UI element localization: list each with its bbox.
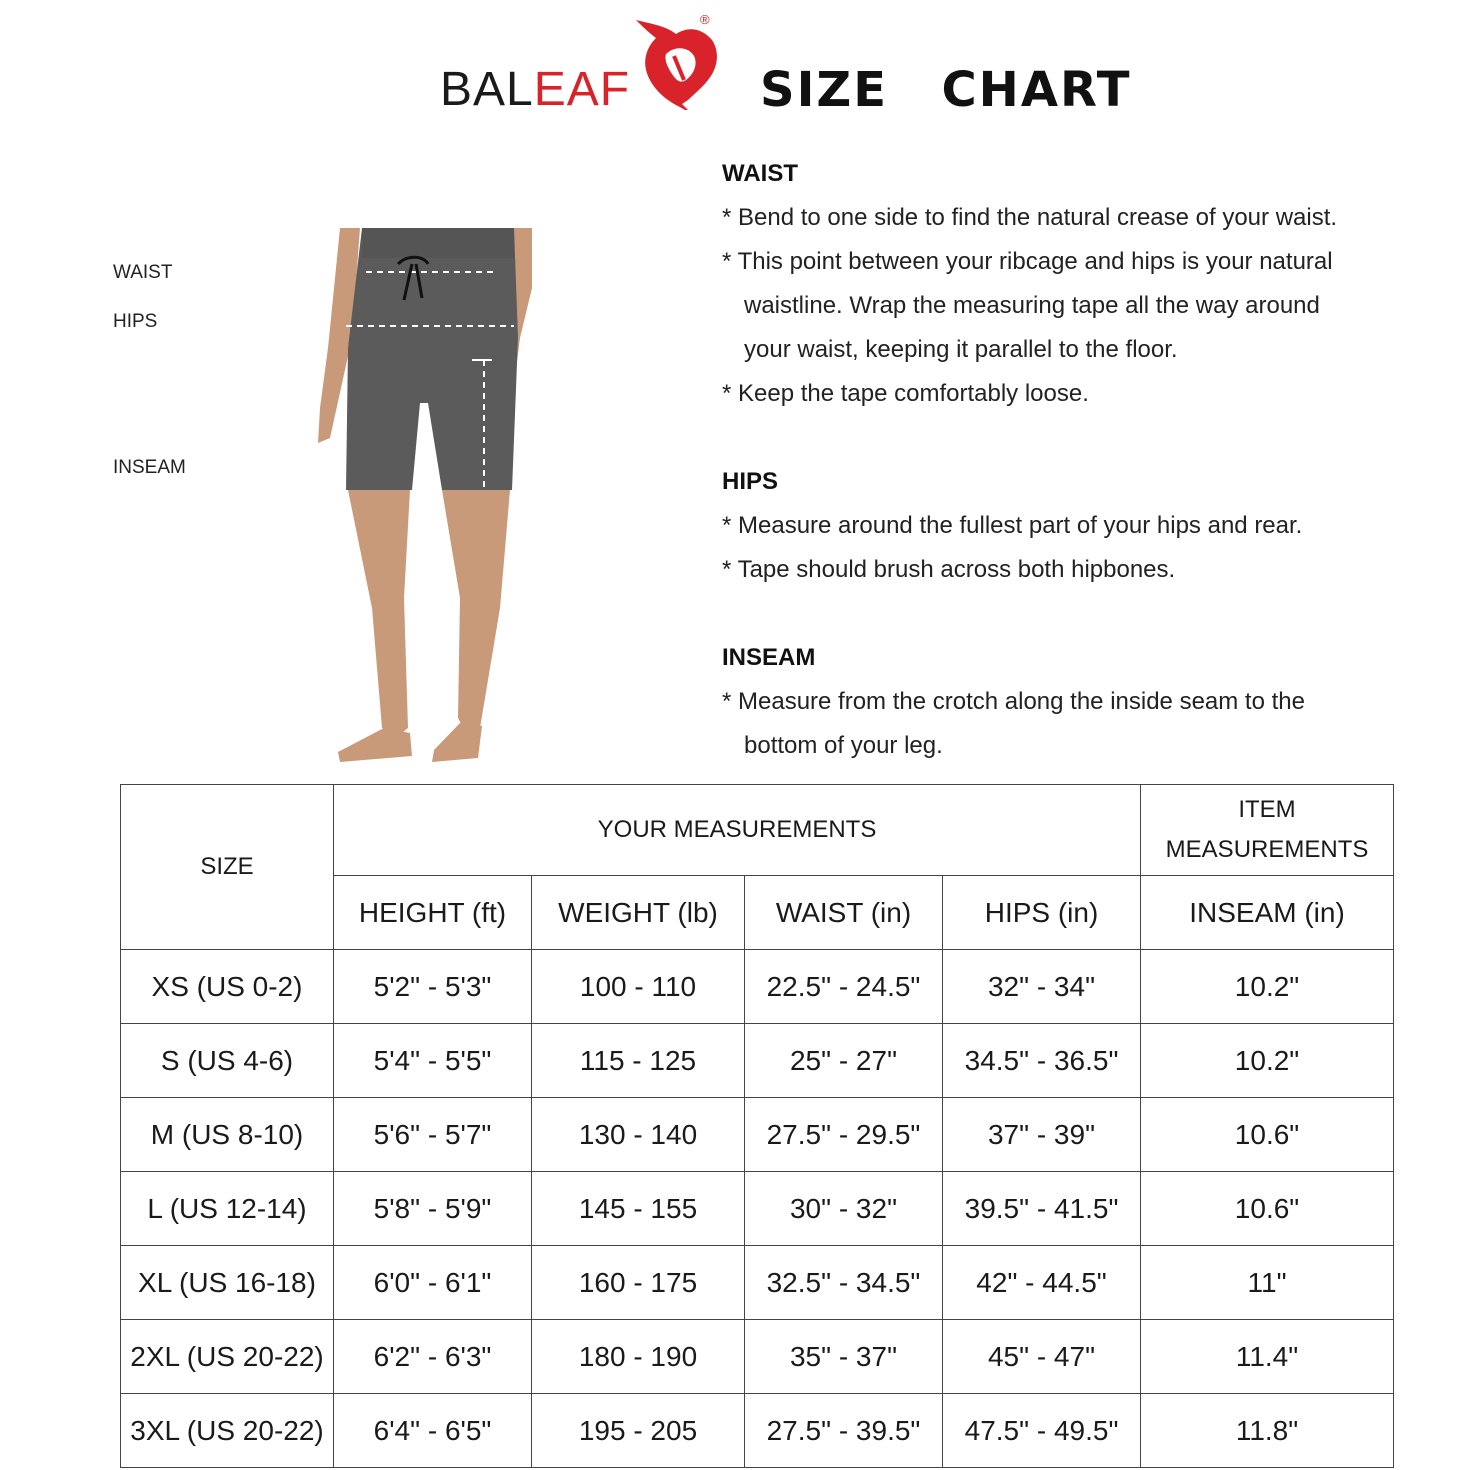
inseam-heading: INSEAM [722,644,816,671]
table-row [121,1098,1394,1172]
table-cell: 5'6" - 5'7" [334,1098,532,1172]
hips-instructions [722,468,1412,592]
shorts-model-photo [300,228,550,768]
hips-line-1: * Measure around the fullest part of your hips and rear. [722,512,1303,539]
table-cell: 22.5" - 24.5" [745,950,943,1024]
table-cell: 10.2" [1141,950,1394,1024]
column-header-inseam: INSEAM (in) [1141,876,1394,950]
waist-line-5: * Keep the tape comfortably loose. [722,380,1089,407]
inseam-line-1: * Measure from the crotch along the inside seam to the [722,688,1305,715]
table-cell: 47.5" - 49.5" [943,1394,1141,1468]
waist-instructions [722,160,1412,416]
table-cell: 195 - 205 [532,1394,745,1468]
table-cell: 160 - 175 [532,1246,745,1320]
page-title: SIZE CHART [760,62,1132,118]
hips-heading: HIPS [722,468,779,495]
table-row [121,1024,1394,1098]
table-cell: 5'4" - 5'5" [334,1024,532,1098]
table-cell: 115 - 125 [532,1024,745,1098]
inseam-instructions [722,644,1412,768]
column-header-weight: WEIGHT (lb) [532,876,745,950]
table-cell: 10.6" [1141,1098,1394,1172]
waist-line-1: * Bend to one side to find the natural crease of your waist. [722,204,1338,231]
table-cell: XS (US 0-2) [121,950,334,1024]
table-cell: 100 - 110 [532,950,745,1024]
table-cell: 6'0" - 6'1" [334,1246,532,1320]
table-cell: 5'8" - 5'9" [334,1172,532,1246]
table-cell: 145 - 155 [532,1172,745,1246]
photo-label-inseam: INSEAM [113,457,186,478]
table-cell: L (US 12-14) [121,1172,334,1246]
column-header-waist: WAIST (in) [745,876,943,950]
table-cell: 130 - 140 [532,1098,745,1172]
table-header-row [121,785,1394,876]
table-cell: 25" - 27" [745,1024,943,1098]
brand-name: BALEAF [440,63,631,116]
table-cell: 35" - 37" [745,1320,943,1394]
your-measurements-header: YOUR MEASUREMENTS [334,785,1141,876]
table-cell: 10.6" [1141,1172,1394,1246]
table-cell: 2XL (US 20-22) [121,1320,334,1394]
table-cell: 42" - 44.5" [943,1246,1141,1320]
table-cell: 6'4" - 6'5" [334,1394,532,1468]
leaf-flame-icon [632,14,728,110]
hips-line-2: * Tape should brush across both hipbones. [722,556,1176,583]
column-header-height: HEIGHT (ft) [334,876,532,950]
table-cell: 11" [1141,1246,1394,1320]
table-cell: 32.5" - 34.5" [745,1246,943,1320]
waist-line-4: your waist, keeping it parallel to the floor. [744,336,1178,363]
photo-label-hips: HIPS [113,311,158,332]
waist-line-3: waistline. Wrap the measuring tape all the way around [744,292,1320,319]
size-header: SIZE [121,785,334,950]
table-cell: XL (US 16-18) [121,1246,334,1320]
table-row [121,1320,1394,1394]
table-cell: 180 - 190 [532,1320,745,1394]
item-measurements-header: ITEM MEASUREMENTS [1141,785,1394,876]
table-cell: 32" - 34" [943,950,1141,1024]
registered-mark: ® [700,12,710,27]
table-cell: 11.4" [1141,1320,1394,1394]
table-cell: S (US 4-6) [121,1024,334,1098]
column-header-hips: HIPS (in) [943,876,1141,950]
table-row [121,950,1394,1024]
table-cell: 37" - 39" [943,1098,1141,1172]
table-cell: 45" - 47" [943,1320,1141,1394]
table-cell: 10.2" [1141,1024,1394,1098]
size-chart-table [120,784,1394,1468]
table-cell: 11.8" [1141,1394,1394,1468]
waist-line-2: * This point between your ribcage and hips is your natural [722,248,1333,275]
table-row [121,1172,1394,1246]
table-cell: 30" - 32" [745,1172,943,1246]
table-cell: 39.5" - 41.5" [943,1172,1141,1246]
table-cell: 27.5" - 39.5" [745,1394,943,1468]
table-cell: M (US 8-10) [121,1098,334,1172]
inseam-line-2: bottom of your leg. [744,732,943,759]
waist-heading: WAIST [722,160,798,187]
table-cell: 6'2" - 6'3" [334,1320,532,1394]
table-cell: 27.5" - 29.5" [745,1098,943,1172]
photo-label-waist: WAIST [113,262,173,283]
table-cell: 34.5" - 36.5" [943,1024,1141,1098]
table-row [121,1394,1394,1468]
table-cell: 5'2" - 5'3" [334,950,532,1024]
table-row [121,1246,1394,1320]
table-cell: 3XL (US 20-22) [121,1394,334,1468]
